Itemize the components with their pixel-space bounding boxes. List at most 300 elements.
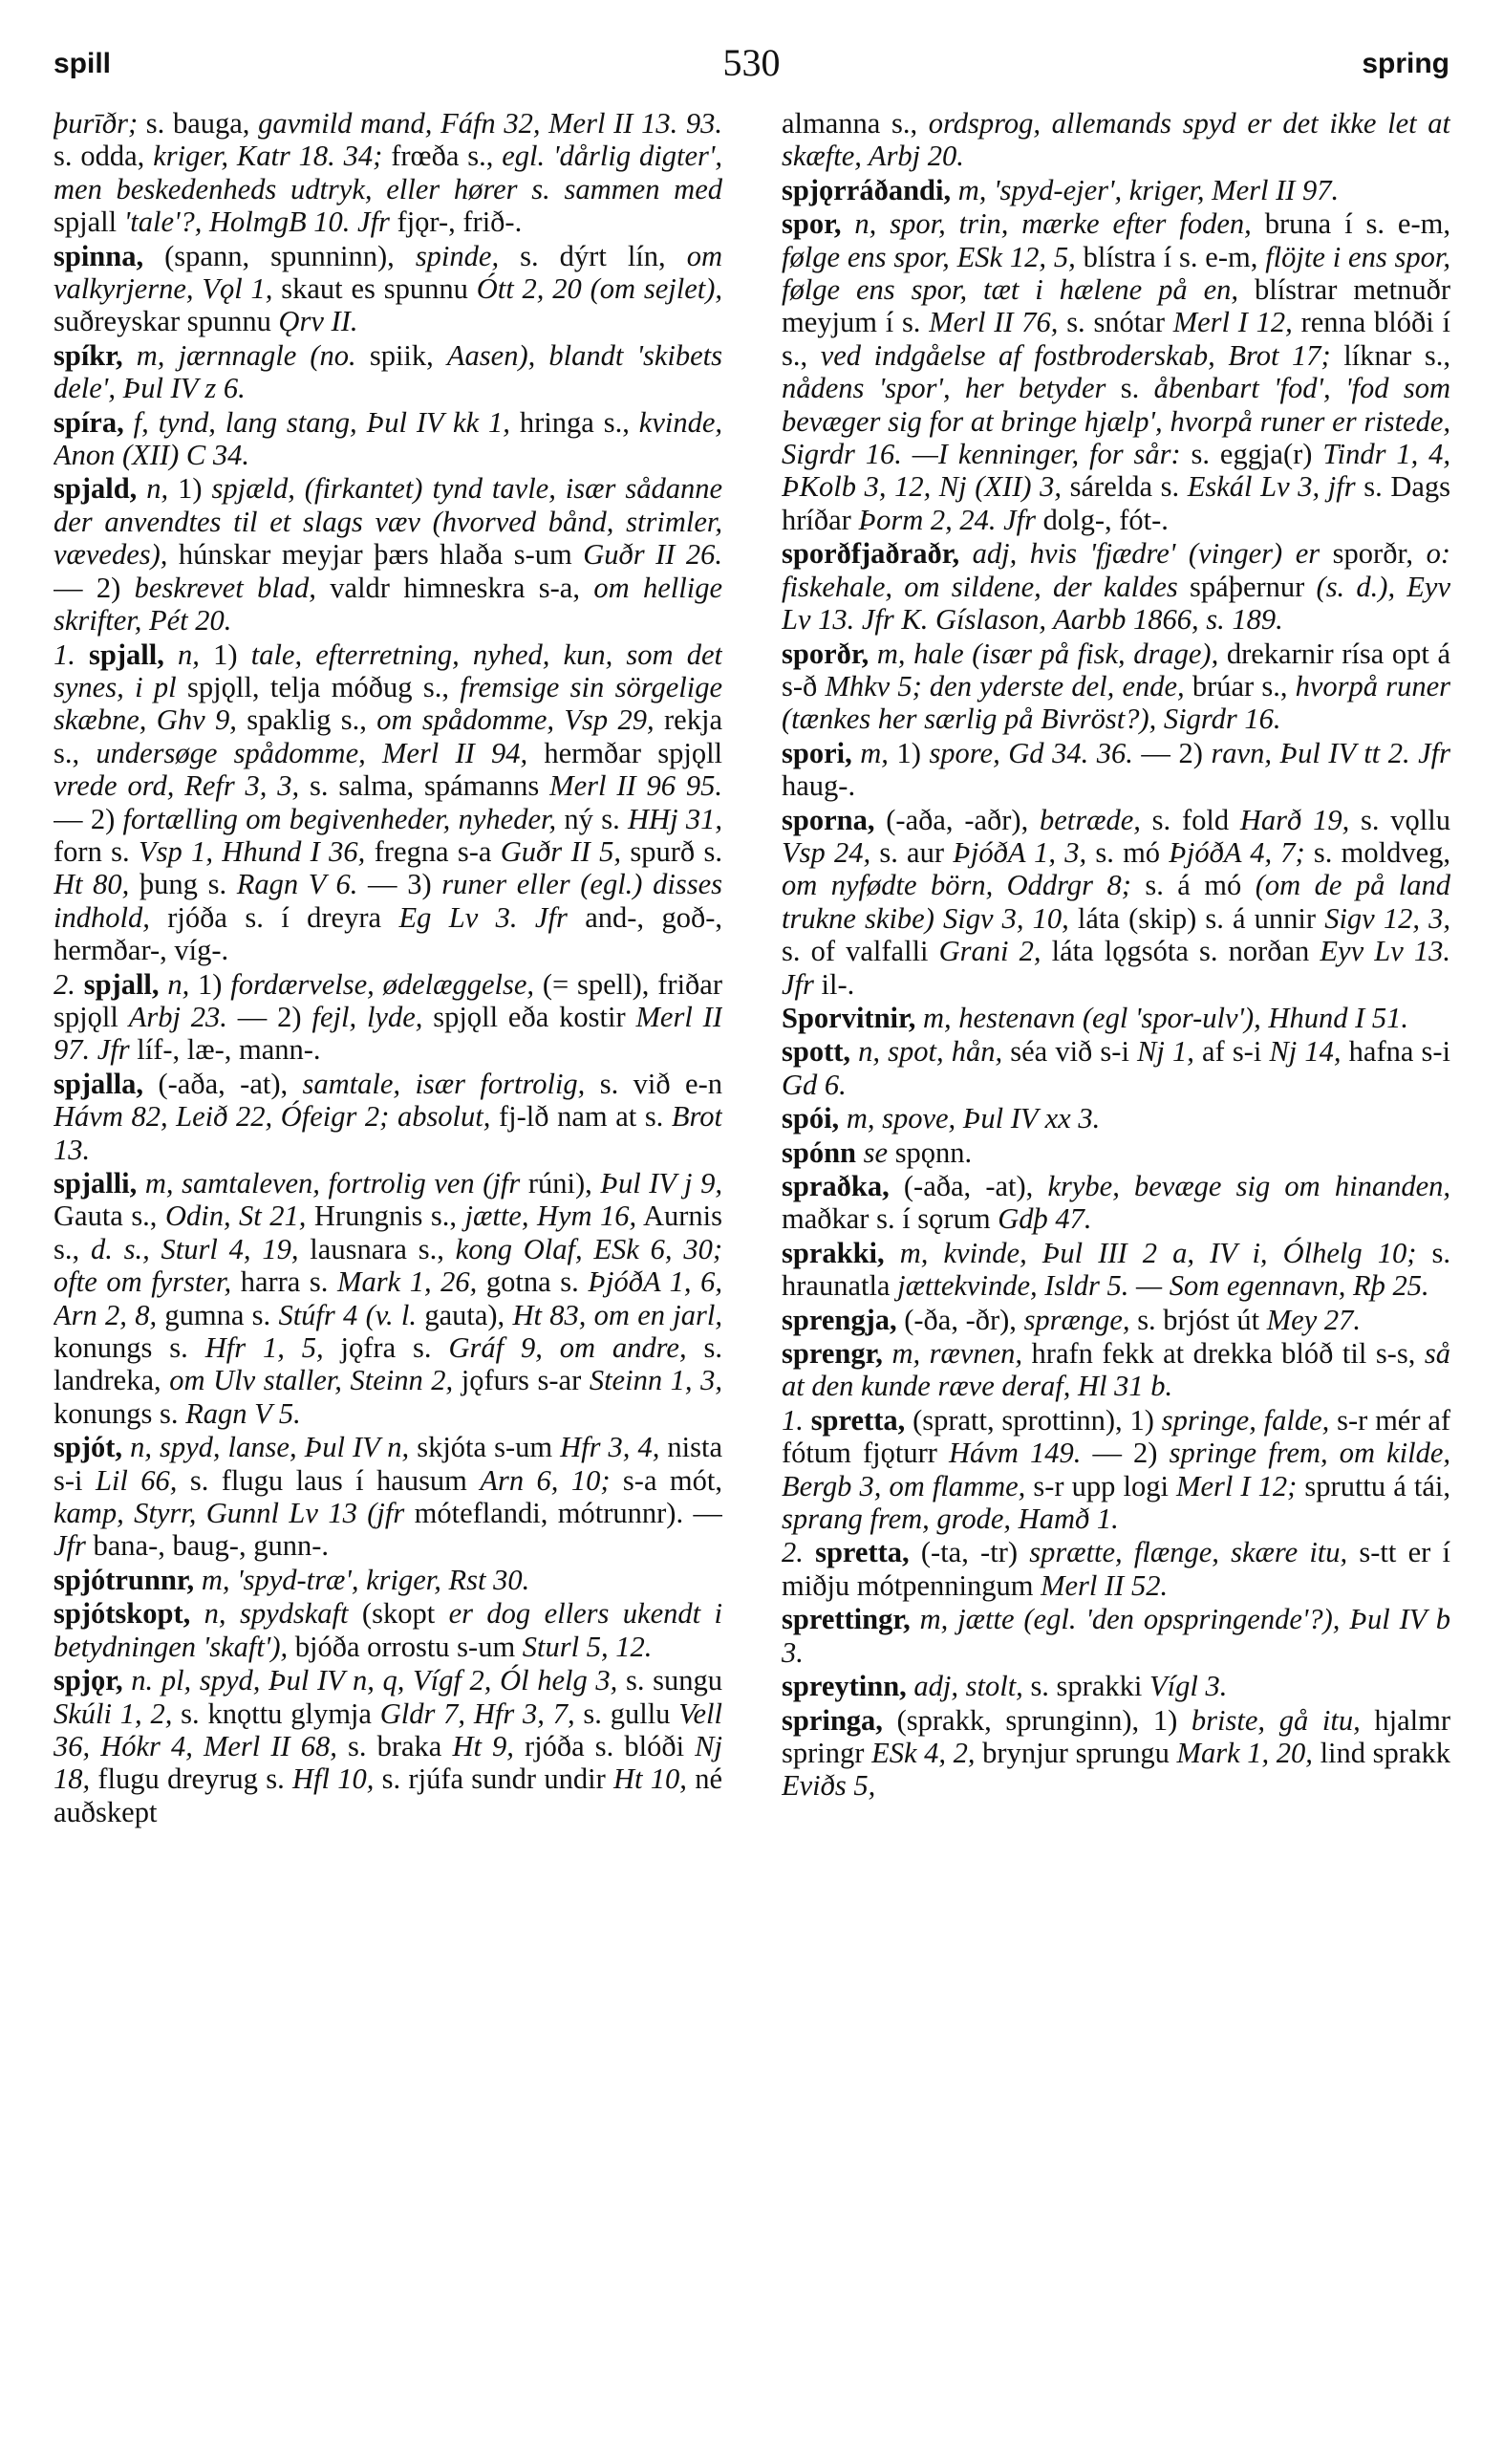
entry-text: Steinn 1, 3, [589, 1364, 722, 1397]
entry-text: bruna í s. e-m, [1251, 207, 1450, 241]
entry-text: spǫnn. [888, 1135, 973, 1169]
entry-text: åbenbart 'fod', 'fod som bevæger sig for at bringe hjælp', hvorpå runer er ristede, Sigrdr 16. —I kenninger, for sår: [782, 372, 1450, 471]
entry-headword: spori, [782, 736, 852, 769]
entry-text: n, [163, 638, 214, 671]
entry-text: s. vǫllu [1349, 803, 1450, 836]
entry-headword: sprakki, [782, 1236, 885, 1269]
dictionary-entry [54, 339, 722, 405]
entry-text: 1. [782, 1403, 804, 1437]
entry-headword: spraðka, [782, 1170, 890, 1202]
entry-text: hvorpå runer (tænkes her særlig på Bivröst?), Sigrdr 16. [782, 669, 1450, 736]
entry-text: egl. 'dårlig digter', men beskedenheds udtryk, eller hører s. sammen med [54, 140, 722, 205]
entry-text: rjóða s. í dreyra [149, 900, 399, 934]
entry-text: s-r mér af fótum fjǫturr [782, 1403, 1450, 1470]
entry-text: f, tynd, lang stang, Þul IV kk 1, [123, 405, 510, 439]
entry-text: krybe, bevæge sig om hinanden, [1047, 1170, 1450, 1202]
dictionary-entry [782, 804, 1450, 1001]
entry-text: n, spydskaft [190, 1597, 349, 1631]
entry-text: s. Dags hríðar [782, 470, 1450, 536]
entry-text: Guðr II 5, [500, 834, 622, 868]
entry-text: flöjte i ens spor, følge ens spor, tæt i hælene på en, [782, 240, 1450, 307]
dictionary-entry [782, 737, 1450, 803]
entry-text: undersøge spådomme, Merl II 94, [96, 736, 528, 769]
entry-text: líknar s., [1330, 338, 1450, 372]
entry-text: om spådomme, Vsp 29, [376, 703, 655, 737]
entry-text: Mey 27. [1266, 1303, 1361, 1336]
entry-text: så at den kunde ræve deraf, Hl 31 b. [782, 1337, 1450, 1403]
entry-text: rúni), [520, 1167, 601, 1200]
entry-headword: sprengr, [782, 1337, 883, 1371]
dictionary-entry [782, 1102, 1450, 1135]
entry-text: Mhkv 5; den yderste del, ende, [825, 669, 1185, 702]
entry-text: n, spot, hån, [850, 1035, 1003, 1069]
entry-text: jǫfurs s-ar [453, 1364, 590, 1397]
entry-text: Sigv 12, 3, [1324, 901, 1450, 935]
dictionary-entry [782, 537, 1450, 636]
entry-text: (-aða, -aðr), [874, 803, 1040, 836]
entry-text: Gráf 9, om andre, [448, 1331, 687, 1365]
entry-text: Ragn V 5. [185, 1396, 301, 1430]
entry-text: adj, stolt, [906, 1670, 1023, 1703]
entry-text: er dog ellers ukendt i betydningen 'skaft'), [54, 1597, 722, 1663]
entry-text: spore, Gd 34. 36. [929, 736, 1133, 769]
entry-text: Ragn V 6. [236, 868, 358, 901]
entry-text: Merl I 12; [1176, 1469, 1298, 1502]
entry-text: spruttu á tái, [1297, 1469, 1450, 1502]
entry-text: sárelda s. [1062, 470, 1188, 504]
entry-text: Ht 10, [613, 1762, 687, 1796]
entry-text: Merl II 96 95. [549, 769, 722, 803]
entry-text: Ht 80, [54, 868, 130, 901]
dictionary-entry [782, 174, 1450, 206]
entry-text: m, jætte (egl. 'den opspringende'?), Þul IV b 3. [782, 1603, 1450, 1669]
entry-text: flugu dreyrug s. [90, 1762, 292, 1796]
entry-text: Þul IV j 9, [600, 1167, 722, 1200]
entry-text: spjall [54, 205, 124, 239]
entry-headword: sprettingr, [782, 1603, 911, 1636]
entry-text: ný s. [556, 802, 629, 835]
entry-text: s. salma, spámanns [299, 769, 550, 803]
page-number: 530 [722, 41, 781, 84]
entry-text: m, kvinde, Þul III 2 a, IV i, Ólhelg 10; [884, 1236, 1417, 1269]
entry-text: (-aða, -at), [143, 1067, 303, 1100]
dictionary-entry [782, 1170, 1450, 1236]
entry-text: skjóta s-um [409, 1431, 561, 1464]
entry-text: (-ða, -ðr), [896, 1303, 1024, 1336]
entry-text: — 2) [54, 571, 135, 604]
entry-text: and-, goð-, hermðar-, víg-. [54, 900, 722, 967]
entry-headword: sporna, [782, 803, 875, 836]
entry-text: fordærvelse, ødelæggelse, [230, 967, 535, 1001]
left-column [54, 107, 722, 2439]
entry-text: Eyv Lv 13. Jfr [782, 935, 1450, 1001]
entry-text: ravn, Þul IV tt 2. Jfr [1211, 736, 1450, 769]
entry-headword: spjalla, [54, 1067, 144, 1100]
entry-text: 1. [54, 638, 75, 671]
entry-text: om valkyrjerne, Vǫl 1, [54, 239, 722, 306]
entry-headword: spretta, [803, 1536, 910, 1569]
entry-text: lind sprakk [1312, 1736, 1450, 1769]
dictionary-entry [782, 1002, 1450, 1034]
entry-text: ved indgåelse af fostbroderskab, Brot 17; [820, 338, 1331, 372]
entry-text: spjǫll, telja móðug s., [176, 670, 461, 703]
entry-text: sprænge, [1023, 1303, 1130, 1336]
entry-text: s. aur [870, 835, 954, 869]
entry-text: rekja s., [54, 703, 722, 769]
entry-text: n, [137, 472, 179, 506]
entry-text: Gauta s., [54, 1200, 165, 1233]
dictionary-entry [782, 1035, 1450, 1101]
entry-text: Eg Lv 3. Jfr [398, 900, 568, 934]
entry-text: 1) [198, 967, 231, 1001]
entry-text: m, rævnen, [882, 1337, 1023, 1371]
entry-text: ÞjóðA 4, 7; [1169, 835, 1305, 869]
entry-text: Grani 2, [938, 935, 1041, 968]
entry-text: Gd 6. [782, 1068, 847, 1101]
entry-text: bjóða orrostu s-um [288, 1630, 523, 1663]
dictionary-entry [54, 1431, 722, 1563]
entry-text: jǫfra s. [323, 1331, 449, 1365]
entry-text: Eviðs 5, [782, 1769, 876, 1803]
entry-text: m, [851, 736, 897, 769]
dictionary-entry [54, 968, 722, 1067]
entry-text: gavmild mand, Fáfn 32, Merl II 13. 93. [258, 107, 722, 140]
entry-text: s-tt er í miðju mótpenningum [782, 1536, 1450, 1602]
entry-headword: spónn [782, 1135, 857, 1169]
entry-text: s. bauga, [138, 107, 259, 140]
entry-headword: spinna, [54, 239, 144, 272]
entry-text: 'tale'?, HolmgB 10. Jfr [123, 205, 390, 239]
entry-text: Ht 83, om en jarl, [512, 1298, 722, 1331]
dictionary-entry [782, 1237, 1450, 1303]
entry-text: Merl II 97. Jfr [54, 1000, 722, 1067]
entry-text: konungs s. [54, 1331, 205, 1365]
entry-text: ESk 4, 2, [871, 1736, 976, 1769]
entry-text: gauta), [417, 1298, 513, 1331]
entry-text: s. brjóst út [1129, 1303, 1267, 1336]
entry-text: ÞjóðA 1, 3, [953, 835, 1087, 869]
entry-text: sprang frem, grode, Hamð 1. [782, 1502, 1119, 1536]
entry-headword: sprengja, [782, 1303, 897, 1336]
entry-text: fjǫr-, frið-. [389, 205, 523, 239]
entry-text: Merl II 76, [929, 306, 1059, 339]
entry-text: Hávm 149. [949, 1437, 1082, 1470]
entry-text: n, spor, trin, mærke efter foden, [841, 207, 1252, 241]
entry-text: Aurnis s., [54, 1200, 722, 1265]
dictionary-entry [54, 406, 722, 472]
entry-text: Sturl 5, 12. [522, 1630, 653, 1663]
entry-text: s-r upp logi [1025, 1469, 1177, 1502]
entry-text: þung s. [129, 868, 237, 901]
entry-text: Lil 66, [95, 1463, 178, 1497]
running-head-left: spill [54, 48, 112, 79]
entry-text: suðreyskar spunnu [54, 305, 279, 338]
entry-text: Hfr 1, 5, [204, 1331, 324, 1365]
entry-text: Arbj 23. [128, 1000, 227, 1033]
entry-headword: spjalli, [54, 1167, 138, 1200]
entry-text: s. odda, [54, 140, 154, 173]
entry-text: 2. [782, 1536, 804, 1569]
entry-text: almanna s., [782, 107, 929, 140]
entry-headword: spíkr, [54, 338, 123, 372]
entry-text: af s-i [1193, 1035, 1270, 1069]
entry-text: s. mó [1086, 835, 1170, 869]
entry-text: Arn 6, 10; [480, 1463, 611, 1497]
entry-text: hafna s-i [1341, 1035, 1450, 1069]
entry-text: þurīðr; [54, 107, 139, 140]
entry-text: Þorm 2, 24. Jfr [858, 503, 1036, 536]
entry-text: runer eller (egl.) disses indhold, [54, 868, 722, 934]
entry-text: s. [1106, 372, 1154, 405]
entry-text: følge ens spor, ESk 12, 5, [782, 240, 1076, 273]
entry-text: 1) [896, 736, 930, 769]
entry-text: ordsprog, allemands spyd er det ikke let at skæfte, Arbj 20. [782, 107, 1450, 173]
entry-text: sporðr, [1320, 537, 1427, 571]
entry-text: il-. [813, 967, 855, 1001]
entry-text: né auðskept [54, 1762, 722, 1828]
entry-text: Hrungnis s., [306, 1200, 465, 1233]
entry-text: Gdþ 47. [998, 1202, 1092, 1236]
entry-text: springe frem, om kilde, Bergb 3, om flamme, [782, 1437, 1450, 1502]
entry-text: brúar s., [1184, 669, 1296, 702]
entry-text: 1) [213, 638, 251, 671]
entry-text: (spratt, sprottinn), 1) [905, 1403, 1162, 1437]
entry-text: rjóða s. blóði [513, 1729, 696, 1762]
entry-text: haug-. [782, 769, 856, 803]
entry-text: s. sprakki [1022, 1670, 1149, 1703]
entry-text: Vsp 1, Hhund I 36, [139, 834, 366, 868]
entry-text: m, jærnnagle (no. [122, 338, 356, 372]
entry-text: kong Olaf, ESk 6, 30; ofte om fyrster, [54, 1232, 722, 1299]
entry-text: Hfr 3, 4, [560, 1431, 660, 1464]
entry-text: spaklig s., [236, 703, 377, 737]
entry-text: s. sungu [617, 1664, 722, 1697]
dictionary-entry [54, 240, 722, 338]
running-head-right: spring [1362, 48, 1449, 79]
entry-text: s. knǫttu glymja [172, 1697, 380, 1730]
entry-text: valdr himneskra s-a, [315, 571, 594, 604]
dictionary-entry [54, 1664, 722, 1828]
entry-text: samtale, især fortrolig, [302, 1067, 586, 1100]
entry-text: Skúli 1, 2, [54, 1697, 173, 1730]
entry-text: se [856, 1135, 889, 1169]
entry-headword: spjót, [54, 1431, 123, 1464]
dictionary-entry [782, 1337, 1450, 1403]
entry-text: hringa s., [509, 405, 639, 439]
entry-text: spinde, [415, 239, 500, 272]
entry-text: kamp, Styrr, Gunnl Lv 13 (jfr [54, 1497, 405, 1530]
entry-text: s. snótar [1058, 306, 1173, 339]
entry-text: om nyfødte börn, Oddrgr 8; [782, 869, 1131, 902]
entry-text: Ht 9, [452, 1729, 514, 1762]
entry-text: renna blóði í s., [782, 306, 1450, 372]
entry-text: spiik, [355, 338, 447, 372]
entry-text: briste, gå itu, [1191, 1703, 1361, 1737]
entry-text: Merl II 52. [1041, 1568, 1169, 1602]
dictionary-entry [782, 1603, 1450, 1669]
entry-text: Brot 13. [54, 1100, 722, 1166]
dictionary-entry [54, 107, 722, 239]
entry-text: Mark 1, 20, [1176, 1736, 1313, 1769]
entry-text: hjalmr springr [782, 1703, 1450, 1769]
entry-text: m, 'spyd-ejer', kriger, Merl II 97. [951, 173, 1340, 206]
entry-headword: springa, [782, 1703, 883, 1737]
entry-text: kvinde, Anon (XII) C 34. [54, 405, 722, 472]
dictionary-entry [54, 638, 722, 967]
entry-text: harra s. [231, 1265, 338, 1299]
entry-headword: spjall, [75, 638, 164, 671]
entry-text: nista s-i [54, 1431, 722, 1497]
entry-text: 2. [54, 967, 75, 1001]
dictionary-entry [782, 207, 1450, 536]
entry-headword: Sporvitnir, [782, 1001, 916, 1034]
entry-text: fregna s-a [365, 834, 501, 868]
entry-text: HHj 31, [628, 802, 722, 835]
entry-headword: spott, [782, 1035, 851, 1069]
entry-text: — 2) [1132, 736, 1212, 769]
entry-text: spáþernur [1177, 570, 1317, 603]
entry-text: n, [159, 967, 199, 1001]
entry-text: brynjur sprungu [975, 1736, 1177, 1769]
entry-text: (spann, spunninn), [143, 239, 416, 272]
entry-text: om Ulv staller, Steinn 2, [169, 1364, 454, 1397]
entry-text: 1) [178, 472, 212, 506]
entry-text: om hellige skrifter, Pét 20. [54, 571, 722, 638]
entry-text: s. rjúfa sundr undir [374, 1762, 614, 1796]
entry-text: Ǫrv II. [278, 305, 358, 338]
entry-headword: spjótskopt, [54, 1597, 191, 1631]
entry-text: s. braka [336, 1729, 453, 1762]
entry-text: m, spove, Þul IV xx 3. [839, 1102, 1101, 1135]
entry-text: n, spyd, lanse, Þul IV n, [122, 1431, 410, 1464]
entry-text: dolg-, fót-. [1036, 503, 1169, 536]
entry-text: húnskar meyjar þærs hlaða s-um [167, 538, 584, 572]
entry-text: séa við s-i [1002, 1035, 1138, 1069]
entry-text: m, 'spyd-træ', kriger, Rst 30. [194, 1563, 530, 1596]
dictionary-entry [54, 1068, 722, 1166]
entry-text: (-aða, -at), [889, 1170, 1048, 1202]
entry-text: s. fold [1140, 803, 1240, 836]
entry-text: adj, hvis 'fjædre' (vinger) er [959, 537, 1320, 571]
entry-text: lausnara s., [298, 1232, 456, 1265]
entry-text: Tindr 1, 4, ÞKolb 3, 12, Nj (XII) 3, [782, 438, 1450, 504]
entry-text: — 2) [54, 802, 123, 835]
entry-text: konungs s. [54, 1396, 186, 1430]
dictionary-entry [782, 1536, 1450, 1602]
dictionary-entry [782, 1136, 1450, 1169]
entry-text: láta (skip) s. á unnir [1068, 901, 1325, 935]
entry-text: fortælling om begivenheder, nyheder, [122, 802, 557, 835]
entry-text: n. pl, spyd, Þul IV n, q, Vígf 2, Ól helg 3, [122, 1664, 618, 1697]
entry-text: forn s. [54, 834, 139, 868]
entry-headword: spjǫr, [54, 1664, 123, 1697]
entry-text: Eskál Lv 3, jfr [1187, 470, 1356, 504]
entry-text: fejl, lyde, [311, 1000, 423, 1033]
entry-text: (sprakk, sprunginn), 1) [882, 1703, 1192, 1737]
entry-text: Vsp 24, [782, 835, 871, 869]
entry-text: fremsige sin sörgelige skæbne, Ghv 9, [54, 670, 722, 737]
entry-text: spjæld, (firkantet) tynd tavle, især sådanne der anvendtes til et slags væv (hvorved bånd, strimler, vævedes), [54, 472, 722, 572]
entry-text: spjǫll eða kostir [422, 1000, 636, 1033]
entry-text: jættekvinde, Isldr 5. — Som egennavn, Rþ 25. [897, 1269, 1429, 1303]
entry-text: hrafn fekk at drekka blóð til s-s, [1022, 1337, 1425, 1371]
entry-text: s. landreka, [54, 1331, 722, 1397]
entry-text: s. eggja(r) [1180, 438, 1323, 471]
dictionary-entry [54, 1167, 722, 1430]
entry-text: blístrar metnuðr meyjum í s. [782, 273, 1450, 339]
entry-text: s. flugu laus í hausum [177, 1463, 481, 1497]
entry-text: Jfr [54, 1529, 86, 1563]
entry-text: m, hestenavn (egl 'spor-ulv'), Hhund I 51. [915, 1001, 1408, 1034]
entry-text: nådens 'spor', her betyder [782, 372, 1106, 405]
entry-text: spurð s. [621, 834, 722, 868]
entry-text: fj-lð nam at s. [490, 1100, 672, 1134]
entry-text: springe, falde, [1161, 1403, 1330, 1437]
entry-text: Vell 36, Hókr 4, Merl II 68, [54, 1697, 722, 1762]
entry-text: s-a mót, [610, 1463, 722, 1497]
entry-text: blístra í s. e-m, [1075, 240, 1266, 273]
entry-headword: spreytinn, [782, 1670, 907, 1703]
entry-text: (s. d.), Eyv Lv 13. Jfr K. Gíslason, Aarbb 1866, s. 189. [782, 570, 1450, 637]
right-column [782, 107, 1450, 2439]
entry-text: — 2) [226, 1000, 312, 1033]
entry-text: Merl I 12, [1172, 306, 1293, 339]
entry-text: kriger, Katr 18. 34; [153, 140, 383, 173]
entry-text: Mark 1, 26, [337, 1265, 478, 1299]
dictionary-entry [54, 472, 722, 637]
entry-text: bana-, baug-, gunn-. [85, 1529, 329, 1563]
entry-text: d. s., Sturl 4, 19, [90, 1232, 299, 1265]
entry-text: móteflandi, mótrunnr). — [404, 1497, 722, 1530]
entry-text: láta lǫgsóta s. norðan [1041, 935, 1320, 968]
dictionary-entry [782, 107, 1450, 173]
entry-text: drekarnir rísa opt á s-ð [782, 637, 1450, 702]
entry-headword: sporðr, [782, 637, 870, 670]
entry-text: beskrevet blad, [134, 571, 316, 604]
entry-text: s. dýrt lín, [499, 239, 687, 272]
entry-headword: spjall, [75, 967, 160, 1001]
dictionary-entry [54, 1597, 722, 1663]
dictionary-entry [782, 1670, 1450, 1702]
entry-text: betræde, [1040, 803, 1141, 836]
entry-text: o: fiskehale, om sildene, der kaldes [782, 537, 1450, 603]
entry-text: m, hale (især på fisk, drage), [869, 637, 1219, 670]
entry-text: Stúfr 4 (v. l. [278, 1298, 418, 1331]
entry-text: (-ta, -tr) [909, 1536, 1030, 1569]
entry-text: Aasen), blandt 'skibets dele', Þul IV z 6. [54, 338, 722, 405]
entry-text: Nj 18, [54, 1729, 722, 1796]
entry-text: s. of valfalli [782, 935, 939, 968]
entry-text: hermðar spjǫll [527, 736, 722, 769]
entry-text: (= spell), friðar spjǫll [54, 967, 722, 1033]
entry-text: gumna s. [157, 1298, 279, 1331]
entry-text: m, samtaleven, fortrolig ven (jfr [137, 1167, 521, 1200]
entry-text: s. moldveg, [1304, 835, 1450, 869]
entry-text: — 3) [357, 868, 442, 901]
entry-text: Gldr 7, Hfr 3, 7, [379, 1697, 575, 1730]
entry-text: (skopt [348, 1597, 449, 1631]
entry-text: Nj 14, [1269, 1035, 1342, 1069]
entry-headword: spjald, [54, 472, 138, 506]
entry-text: jætte, Hym 16, [464, 1200, 637, 1233]
entry-headword: sporðfjaðraðr, [782, 537, 960, 571]
entry-headword: spói, [782, 1102, 840, 1135]
entry-text: s. á mó [1130, 869, 1256, 902]
entry-text: frœða s., [382, 140, 503, 173]
entry-headword: spjǫrráðandi, [782, 173, 952, 206]
entry-text: líf-, læ-, mann-. [129, 1033, 321, 1067]
dictionary-entry [782, 1704, 1450, 1803]
